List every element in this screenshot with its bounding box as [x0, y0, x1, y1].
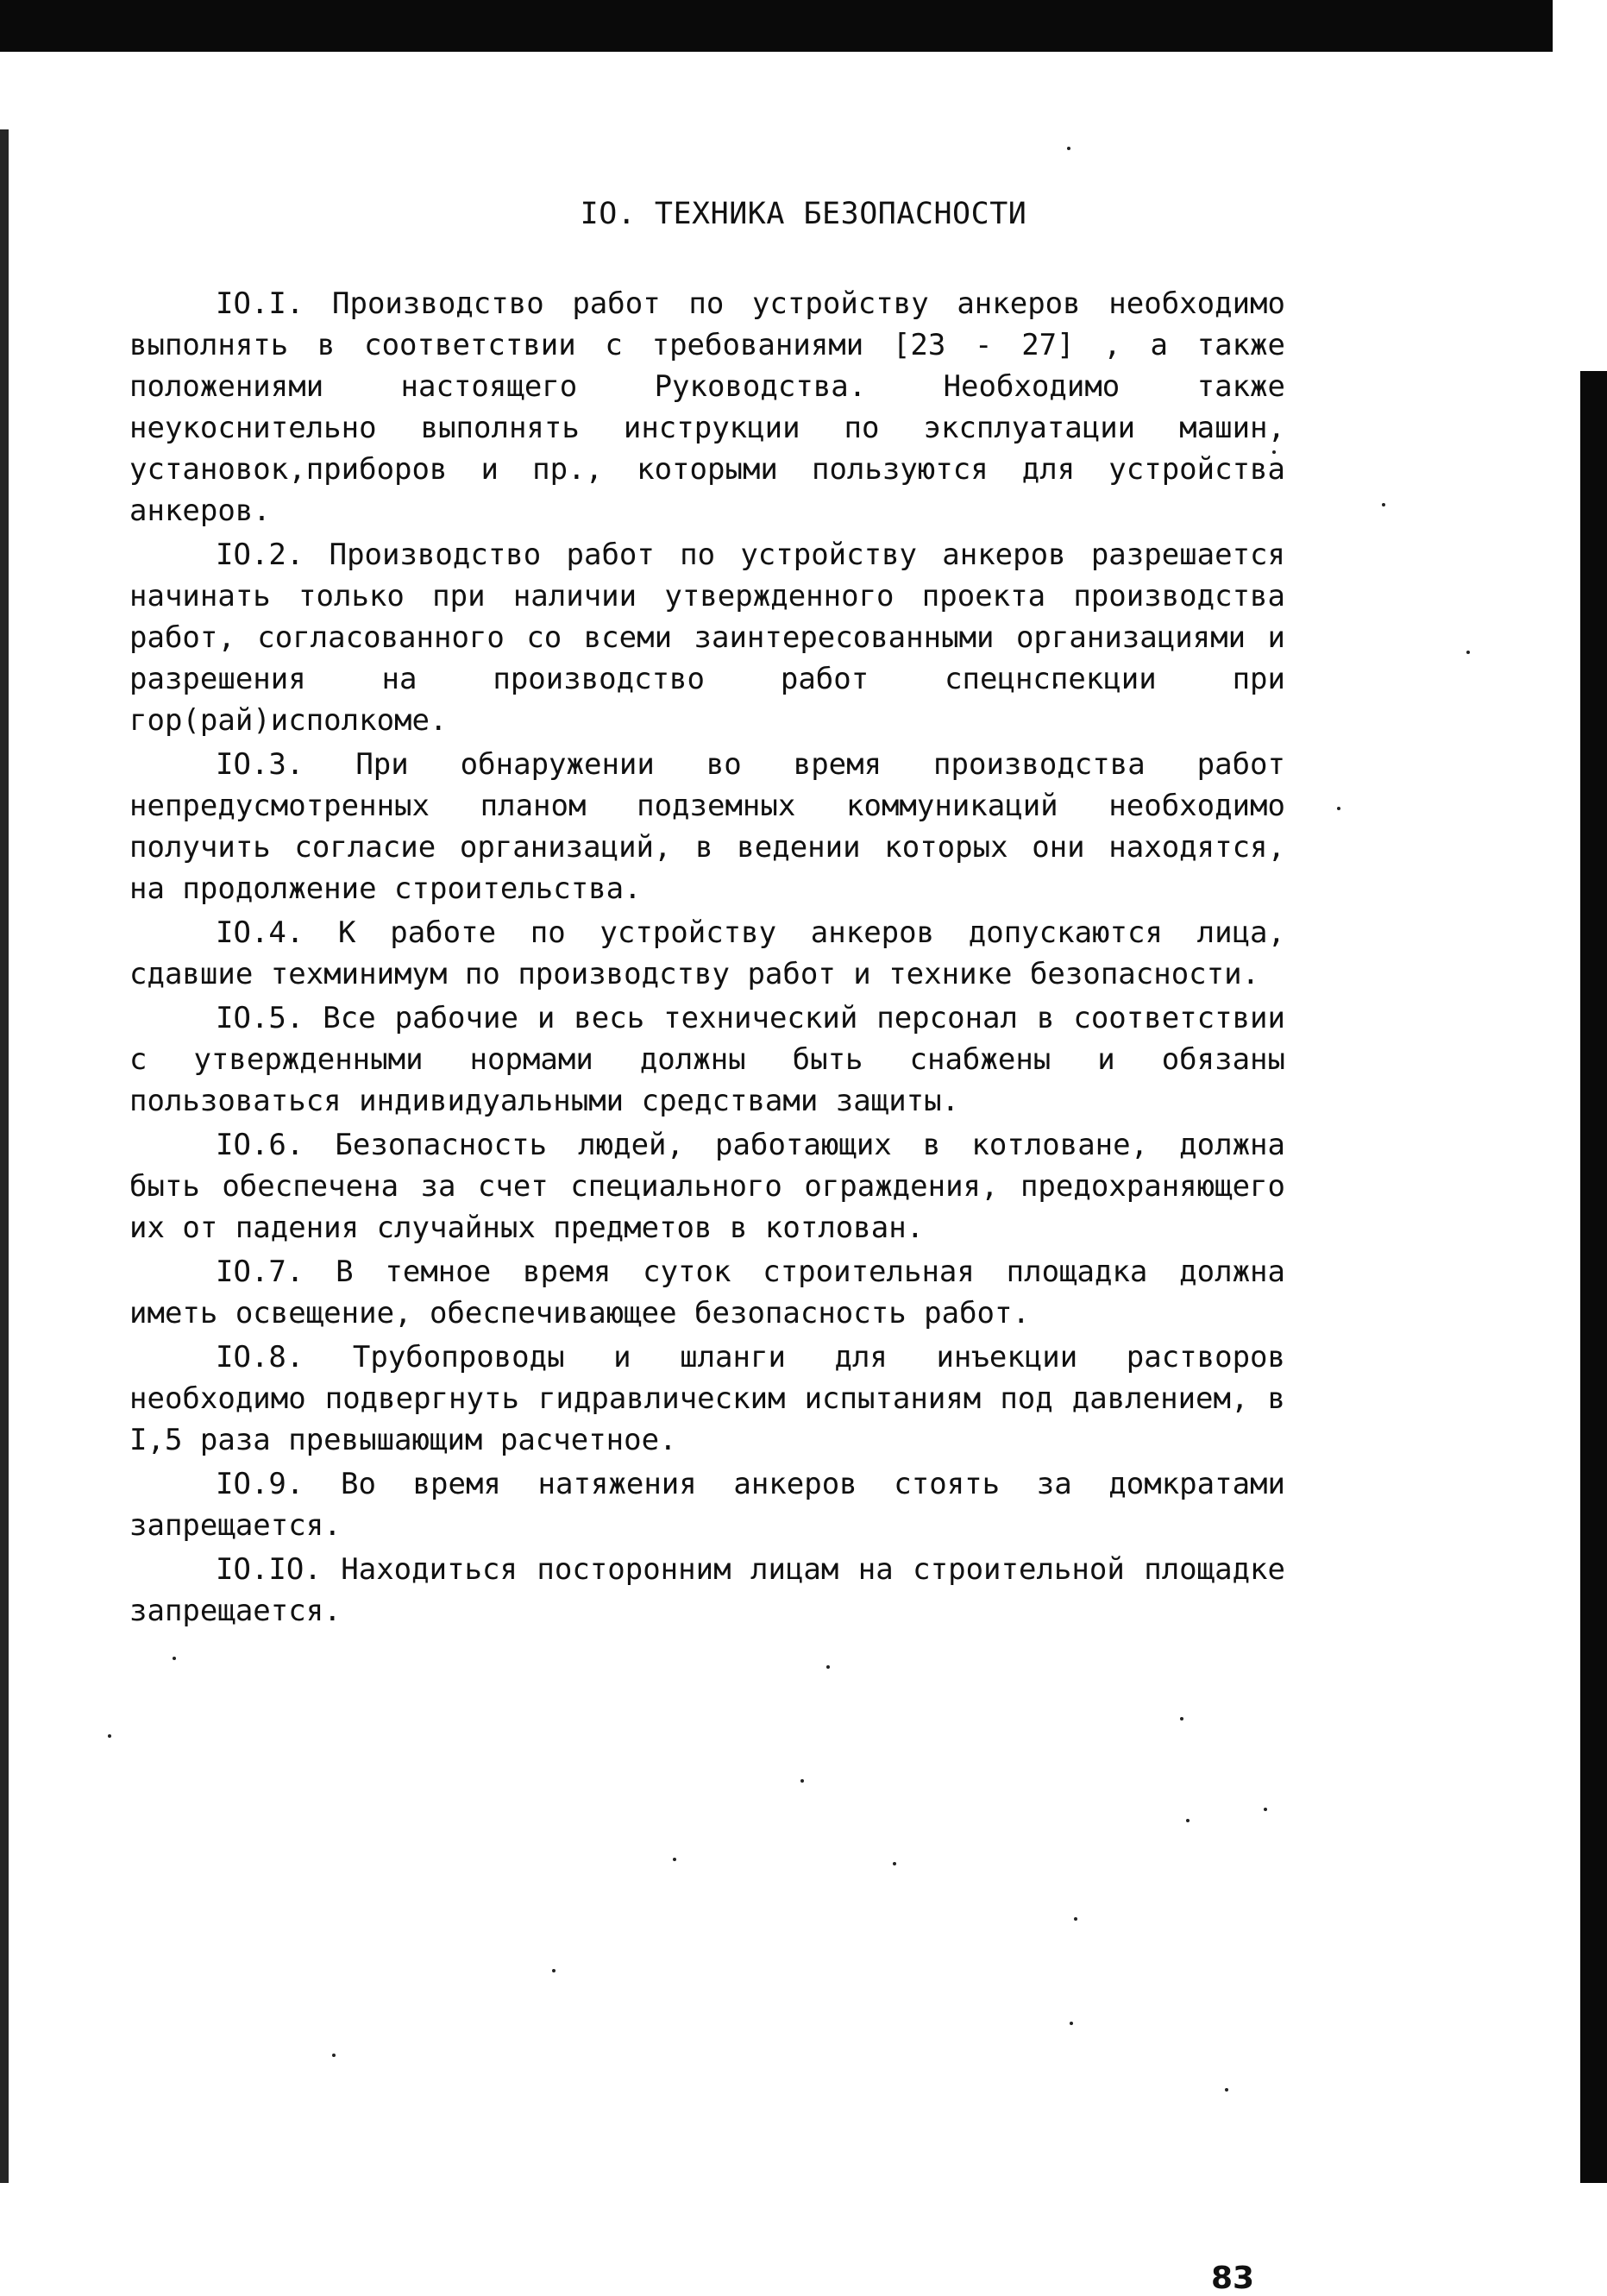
scan-speck: [1264, 1808, 1267, 1811]
scan-border-right: [1580, 371, 1607, 2183]
paragraph-10-2: IO.2. Производство работ по устройству анкеров разрешается начинать только при наличии утвержденного проекта производства работ, согласованного со всеми заинтересованными организациями и разрешения на производство работ спецнспекции при гор(рай)исполкоме.: [129, 538, 1285, 738]
scan-speck: [1186, 1819, 1190, 1822]
paragraph-10-8: IO.8. Трубопроводы и шланги для инъекции растворов необходимо подвергнуть гидравлическим испытаниям под давлением, в I,5 раза превышающим расчетное.: [129, 1340, 1285, 1457]
paragraph-10-4: IO.4. К работе по устройству анкеров допускаются лица, сдавшие техминимум по производству работ и технике безопасности.: [129, 915, 1285, 991]
scan-speck: [1225, 2088, 1228, 2092]
section-title: IO. ТЕХНИКА БЕЗОПАСНОСТИ: [580, 197, 1027, 231]
paragraph-10-6: IO.6. Безопасность людей, работающих в котловане, должна быть обеспечена за счет специального ограждения, предохраняющего их от падения случайных предметов в котлован.: [129, 1128, 1285, 1245]
scan-border-top: [0, 0, 1553, 52]
scan-speck: [893, 1862, 896, 1865]
scan-border-left: [0, 129, 9, 2183]
scan-speck: [1337, 807, 1340, 810]
page-number: 83: [1211, 2261, 1255, 2296]
scan-speck: [800, 1779, 804, 1783]
scan-speck: [1180, 1717, 1183, 1720]
scan-speck: [108, 1734, 111, 1738]
scan-speck: [1070, 2022, 1073, 2025]
scan-speck: [1382, 503, 1385, 506]
scan-speck: [1067, 147, 1070, 150]
scan-speck: [552, 1969, 556, 1972]
paragraph-10-10: IO.IO. Находиться посторонним лицам на строительной площадке запрещается.: [129, 1552, 1285, 1628]
paragraph-10-3: IO.3. При обнаружении во время производства работ непредусмотренных планом подземных коммуникаций необходимо получить согласие организаций, в ведении которых они находятся, на продолжение строительства.: [129, 747, 1285, 906]
scan-speck: [1466, 651, 1470, 654]
scan-speck: [332, 2054, 336, 2057]
paragraph-10-1: IO.I. Производство работ по устройству анкеров необходимо выполнять в соответствии с требованиями [23 - 27] , а также положениями настоящего Руководства. Необходимо также неукоснительно выполнять инструкции по эксплуатации машин, установок,приборов и пр., которыми пользуются для устройства анкеров.: [129, 286, 1285, 528]
paragraph-10-9: IO.9. Во время натяжения анкеров стоять за домкратами запрещается.: [129, 1467, 1285, 1543]
scan-speck: [673, 1858, 676, 1861]
scan-speck: [826, 1665, 830, 1669]
scan-speck: [1074, 1917, 1077, 1921]
scan-speck: [173, 1657, 176, 1660]
paragraph-10-5: IO.5. Все рабочие и весь технический персонал в соответствии с утвержденными нормами должны быть снабжены и обязаны пользоваться индивидуальными средствами защиты.: [129, 1001, 1285, 1118]
document-body: [129, 283, 1285, 1634]
paragraph-10-7: IO.7. В темное время суток строительная площадка должна иметь освещение, обеспечивающее безопасность работ.: [129, 1255, 1285, 1330]
